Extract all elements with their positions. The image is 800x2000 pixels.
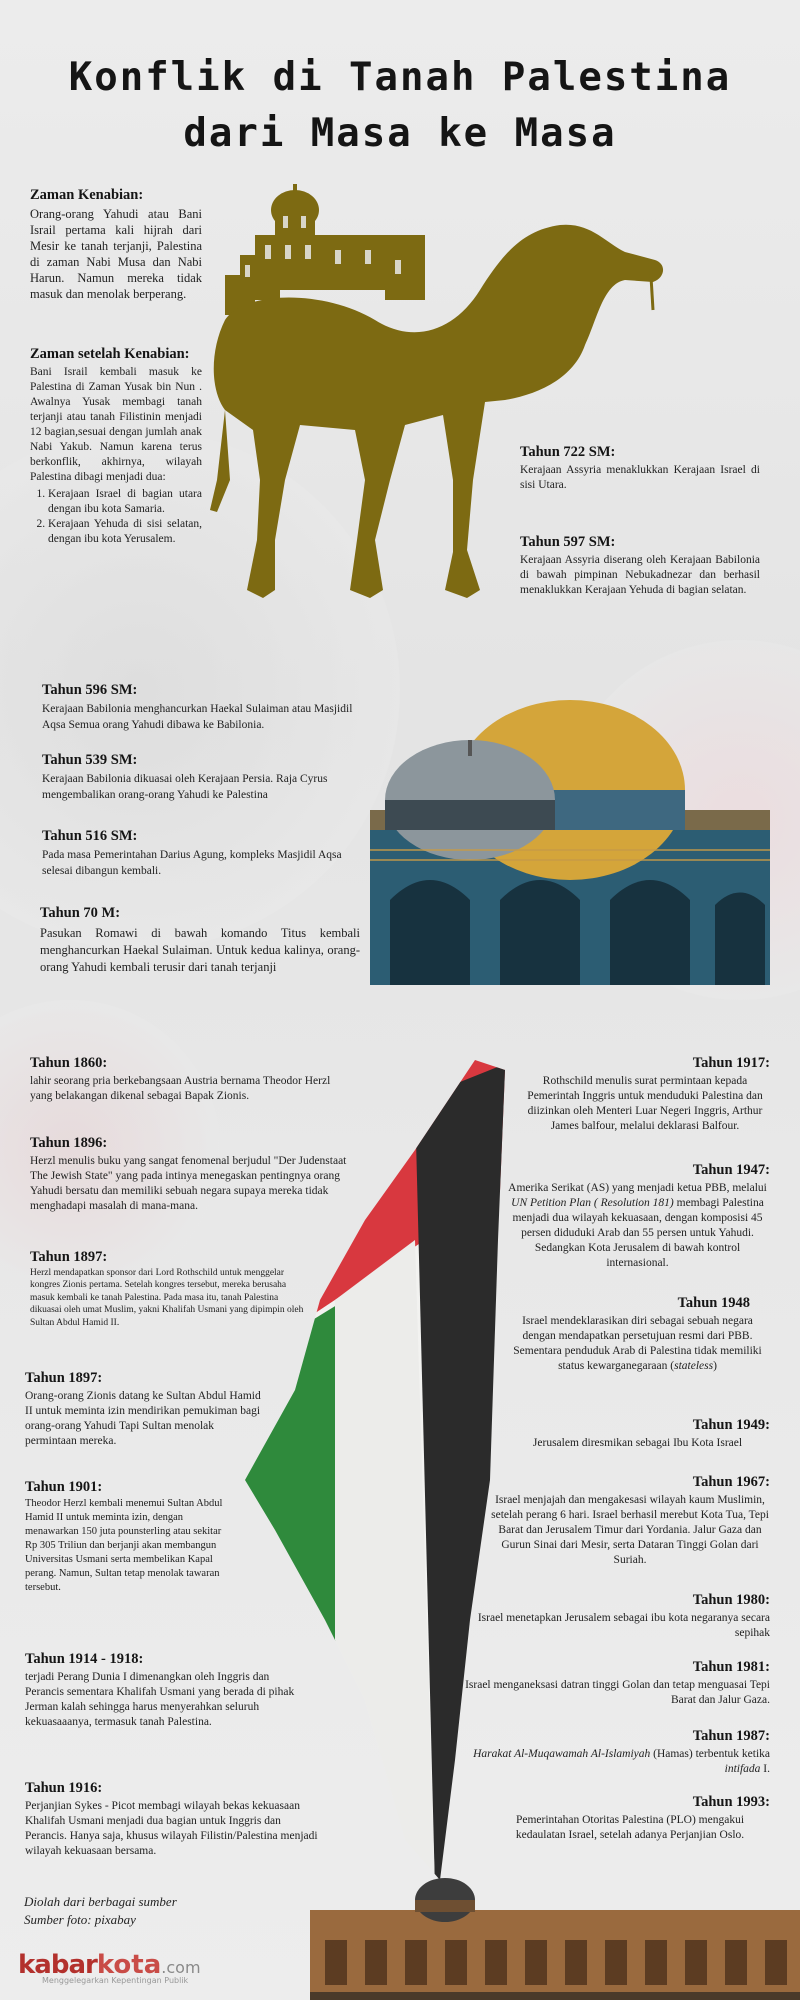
section-heading: Tahun 596 SM: <box>42 682 138 698</box>
section-zaman-kenabian <box>30 188 202 302</box>
section-1987 <box>450 1729 770 1777</box>
section-text: Israel mendeklarasikan diri sebagai sebuah negara dengan mendapatkan persetujuan resmi dari PBB. Sementara penduduk Arab di Palestina tidak memiliki status kewarganegaraan (stateless) <box>513 1315 762 1372</box>
section-1993 <box>490 1795 770 1843</box>
section-heading: Tahun 1967: <box>692 1474 770 1490</box>
section-596-sm <box>42 682 372 733</box>
section-heading: Tahun 722 SM: <box>520 444 616 460</box>
section-1897-b <box>25 1371 265 1449</box>
section-text: Herzl mendapatkan sponsor dari Lord Rothschild untuk menggelar kongres Zionis pertama. Setelah kongres tersebut, mereka berusaha masuk kembali ke tanah Palestina. Pada masa itu, tanah Palestina dikuasai oleh umat Muslim, yakni Khalifah Usmani yang dipimpin oleh Sultan Abdul Hamid II. <box>30 1267 304 1328</box>
list-item: 2. Kerajaan Yehuda di sisi selatan, dengan ibu kota Yerusalem. <box>48 517 202 547</box>
list-item: 1. Kerajaan Israel di bagian utara dengan ibu kota Samaria. <box>48 487 202 517</box>
section-heading: Zaman Kenabian: <box>30 187 144 203</box>
section-text: Perjanjian Sykes - Picot membagi wilayah bekas kekuasaan Khalifah Usmani menjadi dua bagian untuk Inggris dan Perancis. Hanya saja, khusus wilayah Filistin/Palestina menjadi wilayah kekuasaan bersama. <box>25 1800 318 1857</box>
section-539-sm <box>42 752 372 803</box>
section-heading: Tahun 70 M: <box>40 905 121 921</box>
section-597-sm <box>520 535 760 598</box>
section-heading: Tahun 1896: <box>30 1135 108 1151</box>
section-text: Theodor Herzl kembali menemui Sultan Abdul Hamid II untuk meminta izin, dengan menawarkan 150 juta pounsterling atau sekitar Rp 305 Triliun dan berjanji akan membangun Universitas Usmani serta membelikan Kapal perang. Namun, Sultan tetap menolak tawaran tersebut. <box>25 1498 223 1593</box>
section-text: Kerajaan Babilonia menghancurkan Haekal Sulaiman atau Masjidil Aqsa Semua orang Yahudi dibawa ke Babilonia. <box>42 703 353 731</box>
section-text: Amerika Serikat (AS) yang menjadi ketua PBB, melalui UN Petition Plan ( Resolution 181) membagi Palestina menjadi dua wilayah kekuasaan, dengan komposisi 45 persen diduduki Arab dan 55 persen untuk Yahudi. Sedangkan Kota Jerusalem di bawah kontrol internasional. <box>508 1182 767 1269</box>
page-title: Konflik di Tanah Palestina dari Masa ke Masa <box>68 55 732 156</box>
section-1914-1918 <box>25 1652 295 1730</box>
section-heading: Tahun 1948 <box>677 1295 750 1311</box>
section-text: Rothschild menulis surat permintaan kepada Pemerintah Inggris untuk menduduki Palestina dan diizinkan oleh Menteri Luar Negeri Inggris, Arthur James balfour, melalui deklarasi Balfour. <box>527 1075 763 1132</box>
section-text: Israel menjajah dan mengakesasi wilayah kaum Muslimin, setelah perang 6 hari. Israel berhasil merebut Kota Tua, Tepi Barat dan Jerusalem Timur dari Yordania. Jalur Gaza dan Gurun Sinai dari Mesir, serta Dataran Tinggi Golan dari Suriah. <box>491 1494 769 1566</box>
section-heading: Tahun 1993: <box>692 1794 770 1810</box>
section-1947 <box>505 1163 770 1271</box>
section-text: Harakat Al-Muqawamah Al-Islamiyah (Hamas) terbentuk ketika intifada I. <box>473 1748 770 1775</box>
section-1901 <box>25 1480 235 1595</box>
section-text: Israel menganeksasi datran tinggi Golan dan tetap menguasai Tepi Barat dan Jalur Gaza. <box>465 1679 770 1706</box>
section-text: Orang-orang Zionis datang ke Sultan Abdul Hamid II untuk meminta izin mendirikan pemukiman bagi orang-orang Yahudi Tapi Sultan menolak permintaan mereka. <box>25 1390 261 1447</box>
section-text: Kerajaan Assyria diserang oleh Kerajaan Babilonia di bawah pimpinan Nebukadnezar dan berhasil menaklukkan Kerajaan Yehuda di bagian selatan. <box>520 554 760 596</box>
section-heading: Tahun 1947: <box>692 1162 770 1178</box>
section-heading: Tahun 1860: <box>30 1055 108 1071</box>
section-1949 <box>505 1418 770 1451</box>
source-credits <box>24 1893 177 1929</box>
section-heading: Tahun 516 SM: <box>42 828 138 844</box>
section-heading: Tahun 1914 - 1918: <box>25 1651 144 1667</box>
logo-suffix: .com <box>161 1958 201 1977</box>
kabarkota-logo[interactable] <box>18 1950 201 1985</box>
section-heading: Tahun 1949: <box>692 1417 770 1433</box>
kingdom-list <box>30 487 202 547</box>
logo-part-kabar: kabar <box>18 1950 97 1980</box>
section-text: Kerajaan Assyria menaklukkan Kerajaan Israel di sisi Utara. <box>520 464 760 491</box>
section-text: Pemerintahan Otoritas Palestina (PLO) mengakui kedaulatan Israel, setelah adanya Perjanjian Oslo. <box>515 1814 745 1841</box>
section-heading: Tahun 1901: <box>25 1479 103 1495</box>
section-516-sm <box>42 828 362 879</box>
logo-part-kota: kota <box>96 1950 162 1980</box>
section-text: Pasukan Romawi di bawah komando Titus kembali menghancurkan Haekal Sulaiman. Untuk kedua kalinya, orang-orang Yahudi kembali terusir dari tanah terjanji <box>40 926 360 974</box>
section-1916 <box>25 1781 325 1859</box>
section-heading: Tahun 1897: <box>30 1249 108 1265</box>
dome-of-the-rock-photo <box>370 700 770 985</box>
section-1967 <box>490 1475 770 1568</box>
section-1948 <box>505 1296 770 1374</box>
section-heading: Tahun 1987: <box>692 1728 770 1744</box>
section-text: Herzl menulis buku yang sangat fenomenal berjudul "Der Judenstaat The Jewish State" yang pada intinya menegaskan pentingnya orang Yahudi bersatu dan memiliki sebuah negara supaya mereka tidak menghadapi masalah di mana-mana. <box>30 1155 347 1212</box>
logo-tagline: Menggelegarkan Kepentingan Publik <box>42 1976 189 1985</box>
section-setelah-kenabian <box>30 347 202 547</box>
section-text: Orang-orang Yahudi atau Bani Israil pertama kali hijrah dari Mesir ke tanah terjanji, Palestina di zaman Nabi Musa dan Nabi Harun. Namun mereka tidak masuk dan menolak berperang. <box>30 207 202 301</box>
section-heading: Tahun 1917: <box>692 1055 770 1071</box>
section-text: Bani Israil kembali masuk ke Palestina di Zaman Yusak bin Nun . Awalnya Yusak membagi tanah terjanji atau tanah Filistinin menjadi 12 bagian,sesuai dengan jumlah anak Nabi Yakub. Namun karena terus berkonflik, akhirnya, wilayah Palestina dibagi menjadi dua: <box>30 366 202 483</box>
section-1896 <box>30 1136 350 1214</box>
section-heading: Tahun 597 SM: <box>520 534 616 550</box>
section-1860 <box>30 1056 355 1104</box>
section-heading: Tahun 1916: <box>25 1780 103 1796</box>
section-text: Israel menetapkan Jerusalem sebagai ibu kota negaranya secara sepihak <box>477 1612 770 1639</box>
section-heading: Zaman setelah Kenabian: <box>30 346 190 362</box>
section-text: Jerusalem diresmikan sebagai Ibu Kota Israel <box>532 1437 743 1449</box>
section-1917 <box>520 1056 770 1134</box>
section-text: lahir seorang pria berkebangsaan Austria bernama Theodor Herzl yang belakangan dikenal sebagai Bapak Zionis. <box>30 1075 331 1102</box>
section-1981 <box>440 1660 770 1708</box>
photo-credit-line: Sumber foto: pixabay <box>24 1912 136 1927</box>
section-heading: Tahun 1897: <box>25 1370 103 1386</box>
section-1980 <box>470 1593 770 1641</box>
section-heading: Tahun 539 SM: <box>42 752 138 768</box>
section-heading: Tahun 1980: <box>692 1592 770 1608</box>
source-credit-line: Diolah dari berbagai sumber <box>24 1894 177 1909</box>
section-text: Kerajaan Babilonia dikuasai oleh Kerajaan Persia. Raja Cyrus mengembalikan orang-orang Yahudi ke Palestina <box>42 773 328 801</box>
section-722-sm <box>520 445 760 493</box>
section-70-m <box>40 905 360 976</box>
section-text: terjadi Perang Dunia I dimenangkan oleh Inggris dan Perancis sementara Khalifah Usmani yang berada di pihak Jerman kalah sehingga harus menyerahkan seluruh kekuasaaanya, termasuk tanah Palestina. <box>25 1671 295 1728</box>
section-text: Pada masa Pemerintahan Darius Agung, kompleks Masjidil Aqsa selesai dibangun kembali. <box>42 849 342 877</box>
section-heading: Tahun 1981: <box>692 1659 770 1675</box>
al-aqsa-mosque-photo <box>310 1870 800 2000</box>
section-1897-a <box>30 1251 310 1329</box>
